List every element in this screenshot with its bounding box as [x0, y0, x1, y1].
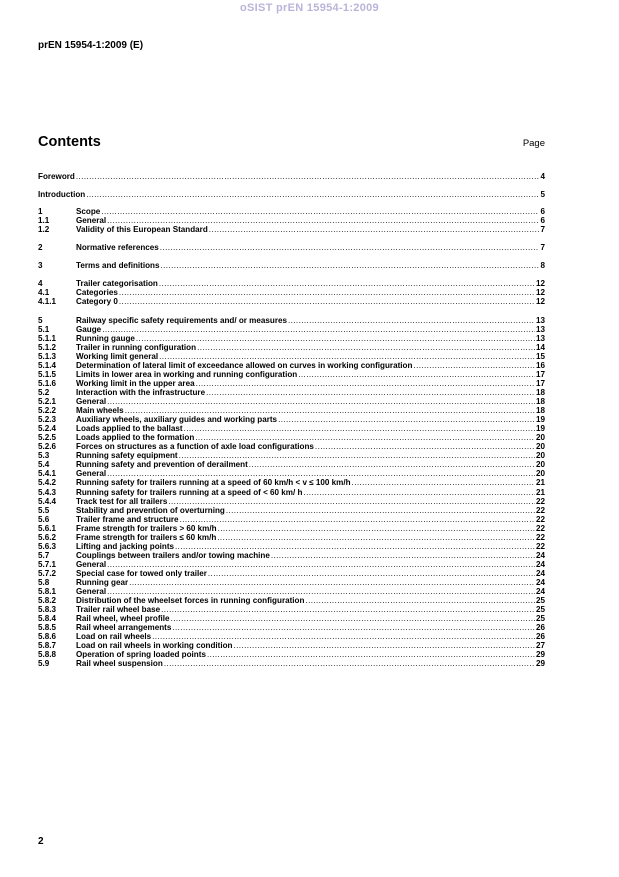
toc-entry-page: 8 [540, 261, 545, 271]
toc-entry-number: 5.8.7 [38, 641, 57, 651]
toc-entry[interactable] [38, 297, 545, 307]
toc-entry-page: 20 [535, 469, 545, 479]
toc-entry-title: Working limit in the upper area [76, 378, 195, 388]
toc-entry-title: Running safety and prevention of derailment [76, 460, 248, 470]
toc-entry-title: General [76, 469, 107, 479]
toc-dot-leader [86, 190, 539, 200]
toc-entry-title: Introduction [38, 189, 86, 199]
toc-entry-title: Operation of spring loaded points [76, 650, 206, 660]
toc-entry-title: Foreword [38, 172, 75, 181]
toc-entry-page: 17 [535, 378, 545, 388]
toc-entry-page: 22 [535, 514, 545, 524]
toc-entry-page: 12 [535, 279, 545, 289]
toc-entry-title: Running safety equipment [76, 451, 178, 461]
toc-entry-page: 24 [535, 559, 545, 569]
toc-entry-title: Validity of this European Standard [76, 225, 208, 235]
toc-entry-page: 27 [535, 641, 545, 651]
toc-entry-title: Scope [76, 207, 101, 217]
toc-entry-page: 18 [535, 406, 545, 415]
toc-entry-number: 5.8.5 [38, 623, 57, 633]
toc-entry[interactable] [38, 225, 545, 235]
toc-entry-page: 21 [535, 487, 545, 497]
toc-entry-number: 5.3 [38, 451, 50, 461]
toc-entry-title: Frame strength for trailers > 60 km/h [76, 523, 217, 533]
toc-entry-title: Auxiliary wheels, auxiliary guides and working parts [76, 415, 278, 425]
toc-entry-page: 20 [535, 442, 545, 452]
toc-dot-leader [119, 297, 535, 307]
contents-title: Contents [38, 134, 101, 150]
toc-entry-title: Running safety for trailers running at a speed of < 60 km/ h [76, 487, 303, 497]
toc-entry-title: Load on rail wheels in working condition [76, 641, 233, 651]
toc-dot-leader [161, 261, 540, 271]
toc-entry-title: General [76, 587, 107, 596]
toc-entry-number: 5.7 [38, 550, 50, 560]
toc-entry-number: 2 [38, 243, 43, 253]
toc-entry-page: 18 [535, 387, 545, 397]
toc-entry-page: 7 [540, 225, 545, 235]
toc-entry-number: 1.1 [38, 216, 50, 226]
toc-entry-title: Trailer rail wheel base [76, 605, 161, 615]
toc-entry-number: 5.2.4 [38, 424, 57, 434]
toc-entry-number: 5.8.6 [38, 632, 57, 642]
toc-entry-title: Couplings between trailers and/or towing machine [76, 550, 270, 560]
toc-entry[interactable] [38, 243, 545, 253]
toc-entry-number: 5.2.1 [38, 397, 57, 406]
toc-entry-page: 29 [535, 659, 545, 669]
document-id: prEN 15954-1:2009 (E) [38, 40, 144, 51]
toc-entry-title: Running safety for trailers running at a speed of 60 km/h < v ≤ 100 km/h [76, 478, 351, 488]
toc-entry-title: Normative references [76, 243, 159, 253]
toc-entry-title: Gauge [76, 324, 102, 334]
toc-entry-number: 5.8 [38, 578, 50, 587]
toc-entry-number: 5.5 [38, 505, 50, 515]
toc-entry[interactable] [38, 172, 545, 182]
toc-entry-title: Trailer frame and structure [76, 514, 179, 524]
toc-entry-page: 12 [535, 288, 545, 298]
toc-entry-title: General [76, 559, 107, 569]
toc-entry-page: 24 [535, 550, 545, 560]
toc-entry-title: Loads applied to the ballast [76, 424, 183, 434]
toc-entry-page: 13 [535, 333, 545, 343]
toc-entry-page: 6 [540, 216, 545, 226]
toc-entry-page: 24 [535, 587, 545, 596]
toc-entry-page: 22 [535, 541, 545, 551]
toc-entry-title: Rail wheel, wheel profile [76, 614, 170, 624]
toc-entry-title: Distribution of the wheelset forces in running configuration [76, 596, 305, 606]
toc-entry-number: 5.1.4 [38, 360, 57, 370]
toc-entry-number: 5.8.3 [38, 605, 57, 615]
toc-entry-number: 5.4.1 [38, 469, 57, 479]
toc-entry-title: Load on rail wheels [76, 632, 152, 642]
toc-entry-page: 25 [535, 614, 545, 624]
toc-entry-number: 1 [38, 207, 43, 217]
toc-entry-page: 24 [535, 568, 545, 578]
toc-entry-title: Interaction with the infrastructure [76, 387, 206, 397]
toc-entry-title: Special case for towed only trailer [76, 568, 207, 578]
toc-entry-page: 20 [535, 433, 545, 443]
toc-entry-number: 5.2.6 [38, 442, 57, 452]
toc-entry-title: Frame strength for trailers ≤ 60 km/h [76, 532, 217, 542]
toc-entry-title: Determination of lateral limit of exceedance allowed on curves in working configuration [76, 360, 413, 370]
toc-entry-title: Rail wheel arrangements [76, 623, 172, 633]
toc-dot-leader [160, 243, 540, 253]
toc-entry-title: Railway specific safety requirements and/ or measures [76, 315, 287, 325]
toc-entry-title: Categories [76, 288, 118, 298]
toc-entry-page: 20 [535, 451, 545, 461]
toc-entry-title: Stability and prevention of overturning [76, 505, 225, 515]
toc-entry-number: 5.9 [38, 659, 50, 669]
page-number: 2 [38, 836, 44, 847]
toc-entry-page: 19 [535, 415, 545, 425]
toc-entry-title: Rail wheel suspension [76, 659, 163, 669]
toc-entry-number: 5.8.2 [38, 596, 57, 606]
toc-entry-title: Running gear [76, 578, 129, 587]
toc-entry-number: 5.6.3 [38, 541, 57, 551]
toc-entry-page: 24 [535, 578, 545, 587]
page-column-label: Page [522, 138, 545, 149]
toc-dot-leader [209, 225, 540, 235]
toc-entry-page: 13 [535, 315, 545, 325]
toc-entry-page: 13 [535, 324, 545, 334]
toc-dot-leader [76, 172, 540, 182]
toc-entry-number: 5.7.2 [38, 568, 57, 578]
toc-entry-page: 18 [535, 397, 545, 406]
toc-entry-number: 5.8.1 [38, 587, 57, 596]
toc-entry-page: 15 [535, 351, 545, 361]
toc-entry-page: 4 [540, 172, 545, 181]
toc-entry-number: 5.1.5 [38, 369, 57, 379]
toc-entry-number: 5.1 [38, 324, 50, 334]
toc-entry-page: 22 [535, 532, 545, 542]
toc-entry-number: 5.6.2 [38, 532, 57, 542]
toc-entry-page: 21 [535, 478, 545, 488]
toc-entry-title: General [76, 397, 107, 406]
toc-entry-page: 20 [535, 460, 545, 470]
toc-entry-number: 5.4 [38, 460, 50, 470]
toc-entry-number: 4.1 [38, 288, 50, 298]
toc-entry-number: 5.2 [38, 387, 50, 397]
toc-entry-page: 26 [535, 623, 545, 633]
toc-entry-page: 16 [535, 360, 545, 370]
toc-entry-page: 25 [535, 596, 545, 606]
toc-entry-title: Main wheels [76, 406, 124, 415]
toc-entry-number: 5.4.4 [38, 496, 57, 506]
toc-entry-title: Track test for all trailers [76, 496, 168, 506]
toc-entry-number: 5.1.3 [38, 351, 57, 361]
toc-entry-title: Terms and definitions [76, 261, 160, 271]
toc-entry[interactable] [38, 261, 545, 271]
toc-entry-page: 14 [535, 342, 545, 352]
toc-entry-number: 5.8.4 [38, 614, 57, 624]
toc-entry-number: 5.1.2 [38, 342, 57, 352]
toc-entry-title: Running gauge [76, 333, 135, 343]
toc-entry-number: 5.4.2 [38, 478, 57, 488]
toc-entry-page: 5 [540, 189, 545, 199]
toc-entry-number: 5.1.1 [38, 333, 57, 343]
toc-entry-number: 5.2.2 [38, 406, 57, 415]
toc-entry-title: Trailer categorisation [76, 279, 158, 289]
toc-entry-title: Limits in lower area in working and running configuration [76, 369, 298, 379]
toc-entry-number: 5.4.3 [38, 487, 57, 497]
toc-entry-title: Working limit general [76, 351, 159, 361]
toc-entry-page: 25 [535, 605, 545, 615]
toc-entry-number: 5.6.1 [38, 523, 57, 533]
toc-entry-number: 5 [38, 315, 43, 325]
toc-entry-number: 5.7.1 [38, 559, 57, 569]
toc-entry-number: 5.6 [38, 514, 50, 524]
toc-entry-page: 6 [540, 207, 545, 217]
toc-entry-page: 12 [535, 297, 545, 307]
toc-entry-number: 3 [38, 261, 43, 271]
toc-entry-page: 7 [540, 243, 545, 253]
toc-entry-title: Trailer in running configuration [76, 342, 197, 352]
toc-entry-number: 5.1.6 [38, 378, 57, 388]
toc-entry-number: 5.8.8 [38, 650, 57, 660]
toc-entry-number: 5.2.3 [38, 415, 57, 425]
toc-entry-page: 19 [535, 424, 545, 434]
toc-entry-title: Category 0 [76, 297, 118, 307]
toc-dot-leader [164, 659, 535, 669]
toc-entry-number: 4.1.1 [38, 297, 57, 307]
toc-entry-title: General [76, 216, 107, 226]
toc-entry-title: Loads applied to the formation [76, 433, 195, 443]
toc-entry-page: 26 [535, 632, 545, 642]
toc-entry[interactable] [38, 190, 545, 200]
toc-entry-page: 22 [535, 523, 545, 533]
toc-entry-page: 17 [535, 369, 545, 379]
toc-entry-page: 22 [535, 496, 545, 506]
watermark: oSIST prEN 15954-1:2009 [240, 2, 379, 14]
toc-entry-number: 4 [38, 279, 43, 289]
toc-entry-number: 1.2 [38, 225, 50, 235]
toc-entry-page: 29 [535, 650, 545, 660]
toc-entry-page: 22 [535, 505, 545, 515]
toc-entry[interactable] [38, 659, 545, 669]
toc-entry-title: Lifting and jacking points [76, 541, 175, 551]
toc-entry-title: Forces on structures as a function of axle load configurations [76, 442, 314, 452]
toc-entry-number: 5.2.5 [38, 433, 57, 443]
